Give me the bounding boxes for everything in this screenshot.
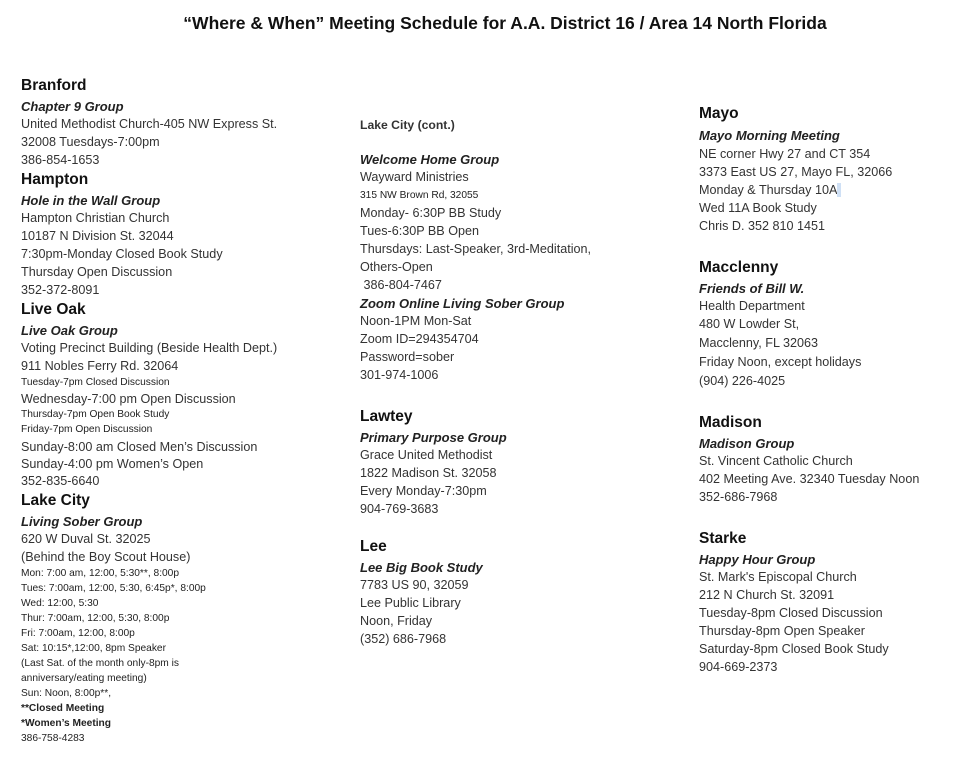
meeting-line: 10187 N Division St. 32044 (21, 229, 174, 243)
schedule-line: Sun: Noon, 8:00p**, (21, 688, 112, 699)
meeting-line: 386-804-7467 (360, 278, 442, 292)
text-cursor-selection[interactable] (837, 183, 841, 197)
city-hampton: Hampton (21, 171, 89, 188)
group-welcome-home: Welcome Home Group (360, 152, 500, 167)
meeting-line: Friday-7pm Open Discussion (21, 424, 153, 435)
page-title: “Where & When” Meeting Schedule for A.A. District 16 / Area 14 North Florida (183, 13, 827, 33)
meeting-line: Health Department (699, 299, 805, 313)
meeting-line: Chris D. 352 810 1451 (699, 219, 826, 233)
meeting-line: United Methodist Church-405 NW Express St. (21, 117, 278, 131)
group-zoom-living-sober: Zoom Online Living Sober Group (360, 296, 565, 311)
meeting-line: Sunday-8:00 am Closed Men’s Discussion (21, 440, 258, 454)
schedule-line: Fri: 7:00am, 12:00, 8:00p (21, 628, 135, 639)
city-lee: Lee (360, 538, 387, 555)
meeting-line: Saturday-8pm Closed Book Study (699, 642, 889, 656)
meeting-line: 904-769-3683 (360, 502, 439, 516)
meeting-line: Password=sober (360, 350, 455, 364)
meeting-line: Wayward Ministries (360, 170, 469, 184)
meeting-line: 3373 East US 27, Mayo FL, 32066 (699, 165, 893, 179)
meeting-line: (352) 686-7968 (360, 632, 447, 646)
meeting-line: Monday- 6:30P BB Study (360, 206, 502, 220)
schedule-line: Sat: 10:15*,12:00, 8pm Speaker (21, 643, 166, 654)
meeting-line: Every Monday-7:30pm (360, 484, 487, 498)
meeting-line: Noon, Friday (360, 614, 433, 628)
city-lawtey: Lawtey (360, 408, 413, 425)
meeting-line: 301-974-1006 (360, 368, 439, 382)
meeting-line: (Behind the Boy Scout House) (21, 550, 191, 564)
meeting-line: (904) 226-4025 (699, 374, 786, 388)
meeting-line: 904-669-2373 (699, 660, 778, 674)
meeting-line: St. Mark's Episcopal Church (699, 570, 857, 584)
meeting-line: Hampton Christian Church (21, 211, 170, 225)
schedule-line: Wed: 12:00, 5:30 (21, 598, 99, 609)
group-primary-purpose: Primary Purpose Group (360, 430, 507, 445)
group-happy-hour: Happy Hour Group (699, 552, 816, 567)
meeting-line: Zoom ID=294354704 (360, 332, 479, 346)
meeting-line: Tuesday-8pm Closed Discussion (699, 606, 883, 620)
meeting-line: Thursday-7pm Open Book Study (21, 409, 170, 420)
meeting-line: Sunday-4:00 pm Women’s Open (21, 457, 204, 471)
meeting-line: Noon-1PM Mon-Sat (360, 314, 472, 328)
group-live-oak: Live Oak Group (21, 323, 118, 338)
meeting-line: 315 NW Brown Rd, 32055 (360, 190, 479, 201)
meeting-line: Thursdays: Last-Speaker, 3rd-Meditation, (360, 242, 591, 256)
meeting-line: Wed 11A Book Study (699, 201, 817, 215)
group-lee-big-book: Lee Big Book Study (360, 560, 483, 575)
city-lake-city: Lake City (21, 492, 90, 509)
meeting-line: Tuesday-7pm Closed Discussion (21, 377, 170, 388)
meeting-line: 352-372-8091 (21, 283, 100, 297)
meeting-line: 7:30pm-Monday Closed Book Study (21, 247, 223, 261)
city-madison: Madison (699, 414, 762, 431)
meeting-line: Lee Public Library (360, 596, 461, 610)
group-living-sober: Living Sober Group (21, 514, 143, 529)
schedule-line: (Last Sat. of the month only-8pm is (21, 658, 179, 669)
meeting-line: Others-Open (360, 260, 433, 274)
meeting-line: St. Vincent Catholic Church (699, 454, 853, 468)
meeting-line: 386-854-1653 (21, 153, 100, 167)
legend-closed: **Closed Meeting (21, 703, 105, 714)
meeting-line: Voting Precinct Building (Beside Health Dept.) (21, 341, 278, 355)
meeting-line: 212 N Church St. 32091 (699, 588, 835, 602)
group-chapter-9: Chapter 9 Group (21, 99, 124, 114)
meeting-line: Wednesday-7:00 pm Open Discussion (21, 392, 236, 406)
meeting-line: 402 Meeting Ave. 32340 Tuesday Noon (699, 472, 920, 486)
group-hole-in-the-wall: Hole in the Wall Group (21, 193, 161, 208)
meeting-line: Thursday-8pm Open Speaker (699, 624, 865, 638)
meeting-line: Macclenny, FL 32063 (699, 336, 819, 350)
meeting-line: 352-686-7968 (699, 490, 778, 504)
schedule-line: Thur: 7:00am, 12:00, 5:30, 8:00p (21, 613, 170, 624)
legend-women: *Women’s Meeting (21, 718, 112, 729)
meeting-line: 7783 US 90, 32059 (360, 578, 469, 592)
schedule-line: Tues: 7:00am, 12:00, 5:30, 6:45p*, 8:00p (21, 583, 206, 594)
schedule-line: Mon: 7:00 am, 12:00, 5:30**, 8:00p (21, 568, 180, 579)
meeting-line: Friday Noon, except holidays (699, 355, 862, 369)
meeting-line: Thursday Open Discussion (21, 265, 173, 279)
schedule-line: anniversary/eating meeting) (21, 673, 147, 684)
group-madison: Madison Group (699, 436, 795, 451)
meeting-line: Tues-6:30P BB Open (360, 224, 480, 238)
meeting-line: Monday & Thursday 10A (699, 183, 841, 197)
meeting-line: 32008 Tuesdays-7:00pm (21, 135, 160, 149)
city-macclenny: Macclenny (699, 259, 779, 276)
city-branford: Branford (21, 77, 87, 94)
meeting-line: 480 W Lowder St, (699, 317, 800, 331)
city-mayo: Mayo (699, 105, 739, 122)
city-live-oak: Live Oak (21, 301, 86, 318)
city-starke: Starke (699, 530, 747, 547)
meeting-line: NE corner Hwy 27 and CT 354 (699, 147, 871, 161)
meeting-line: 1822 Madison St. 32058 (360, 466, 497, 480)
meeting-line: 352-835-6640 (21, 474, 100, 488)
meeting-line: 620 W Duval St. 32025 (21, 532, 151, 546)
meeting-line: Grace United Methodist (360, 448, 493, 462)
group-mayo-morning: Mayo Morning Meeting (699, 128, 840, 143)
phone: 386-758-4283 (21, 733, 85, 744)
group-friends-of-bill-w: Friends of Bill W. (699, 281, 805, 296)
lake-city-cont: Lake City (cont.) (360, 118, 455, 132)
meeting-line: 911 Nobles Ferry Rd. 32064 (21, 359, 179, 373)
